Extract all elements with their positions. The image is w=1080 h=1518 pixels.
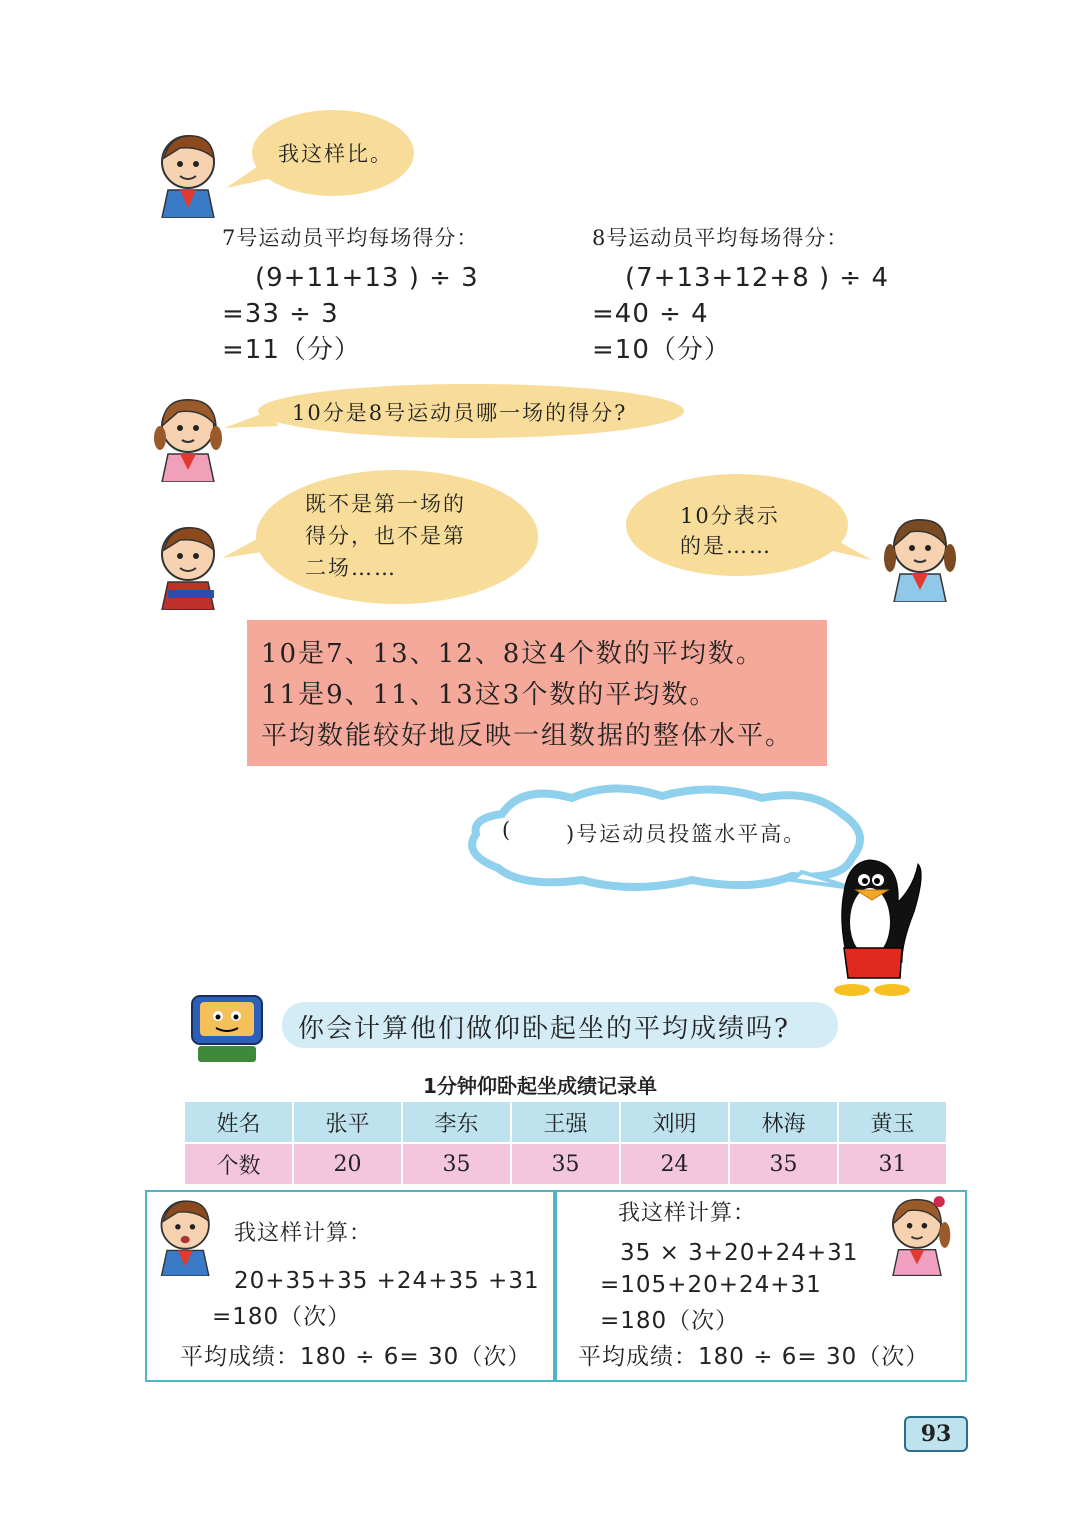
table-title: 1分钟仰卧起坐成绩记录单 xyxy=(423,1074,657,1098)
boy-character-icon-3 xyxy=(150,1194,224,1276)
left-calc-heading: 7号运动员平均每场得分： xyxy=(222,226,479,250)
bubble-left-line-2: 得分，也不是第 xyxy=(305,524,466,548)
girl-character-icon xyxy=(150,392,230,482)
panel-right-heading: 我这样计算： xyxy=(618,1201,757,1226)
right-calc-line-1: (7+13+12+8 ) ÷ 4 xyxy=(625,263,890,293)
page-number: 93 xyxy=(904,1416,968,1452)
table-header-row xyxy=(185,1102,947,1143)
task-text: 你会计算他们做仰卧起坐的平均成绩吗? xyxy=(298,1014,790,1044)
right-calc-heading: 8号运动员平均每场得分： xyxy=(592,226,849,250)
panel-right-line-3: =180（次） xyxy=(600,1308,740,1334)
panel-right-line-2: =105+20+24+31 xyxy=(600,1272,822,1298)
header-cell: 李东 xyxy=(402,1102,511,1143)
panel-left-heading: 我这样计算： xyxy=(234,1221,373,1246)
data-cell: 35 xyxy=(402,1143,511,1185)
girl-character-icon-3 xyxy=(880,1192,954,1276)
panel-left-line-1: 20+35+35 +24+35 +31 xyxy=(234,1268,540,1294)
right-calc-line-3: =10（分） xyxy=(592,335,731,365)
left-calc-line-2: =33 ÷ 3 xyxy=(222,299,339,329)
header-cell: 姓名 xyxy=(185,1102,293,1143)
table-data-row xyxy=(185,1143,947,1185)
penguin-icon xyxy=(818,852,928,1000)
header-cell: 黄玉 xyxy=(838,1102,947,1143)
right-calc-line-2: =40 ÷ 4 xyxy=(592,299,709,329)
header-cell: 张平 xyxy=(293,1102,402,1143)
left-calc-line-1: (9+11+13 ) ÷ 3 xyxy=(255,263,479,293)
panel-left-line-2: =180（次） xyxy=(212,1304,352,1330)
panel-right-result: 平均成绩：180 ÷ 6= 30（次） xyxy=(578,1344,930,1370)
data-cell: 31 xyxy=(838,1143,947,1185)
header-cell: 林海 xyxy=(729,1102,838,1143)
cloud-text: )号运动员投篮水平高。 xyxy=(566,822,807,846)
panel-left-result: 平均成绩：180 ÷ 6= 30（次） xyxy=(180,1344,532,1370)
conclusion-line-3: 平均数能较好地反映一组数据的整体水平。 xyxy=(261,721,794,751)
conclusion-box xyxy=(247,620,827,766)
bubble-left-line-1: 既不是第一场的 xyxy=(305,492,466,516)
data-cell: 20 xyxy=(293,1143,402,1185)
bubble-right-line-1: 10分表示 xyxy=(680,504,780,528)
girl-character-icon-2 xyxy=(880,512,960,602)
bubble-tail-question xyxy=(222,408,282,432)
record-table xyxy=(185,1102,948,1186)
bubble-left-line-3: 二场…… xyxy=(305,556,397,580)
bubble-tail-left xyxy=(220,530,280,560)
bubble-top-text: 我这样比。 xyxy=(278,142,393,166)
cloud-open-paren: ( xyxy=(502,818,513,842)
header-cell: 刘明 xyxy=(620,1102,729,1143)
conclusion-line-1: 10是7、13、12、8这4个数的平均数。 xyxy=(261,639,764,669)
data-cell: 24 xyxy=(620,1143,729,1185)
bubble-question-text: 10分是8号运动员哪一场的得分? xyxy=(292,401,628,425)
panel-right-line-1: 35 × 3+20+24+31 xyxy=(620,1240,859,1266)
left-calc-line-3: =11（分） xyxy=(222,335,361,365)
boy-character-icon-2 xyxy=(150,520,230,610)
conclusion-line-2: 11是9、11、13这3个数的平均数。 xyxy=(261,680,718,710)
computer-mascot-icon xyxy=(186,992,268,1066)
bubble-right-line-2: 的是…… xyxy=(680,534,772,558)
data-cell: 个数 xyxy=(185,1143,293,1185)
boy-character-icon xyxy=(150,128,230,218)
data-cell: 35 xyxy=(729,1143,838,1185)
header-cell: 王强 xyxy=(511,1102,620,1143)
bubble-tail-right xyxy=(816,530,876,564)
bubble-tail xyxy=(224,160,274,190)
data-cell: 35 xyxy=(511,1143,620,1185)
